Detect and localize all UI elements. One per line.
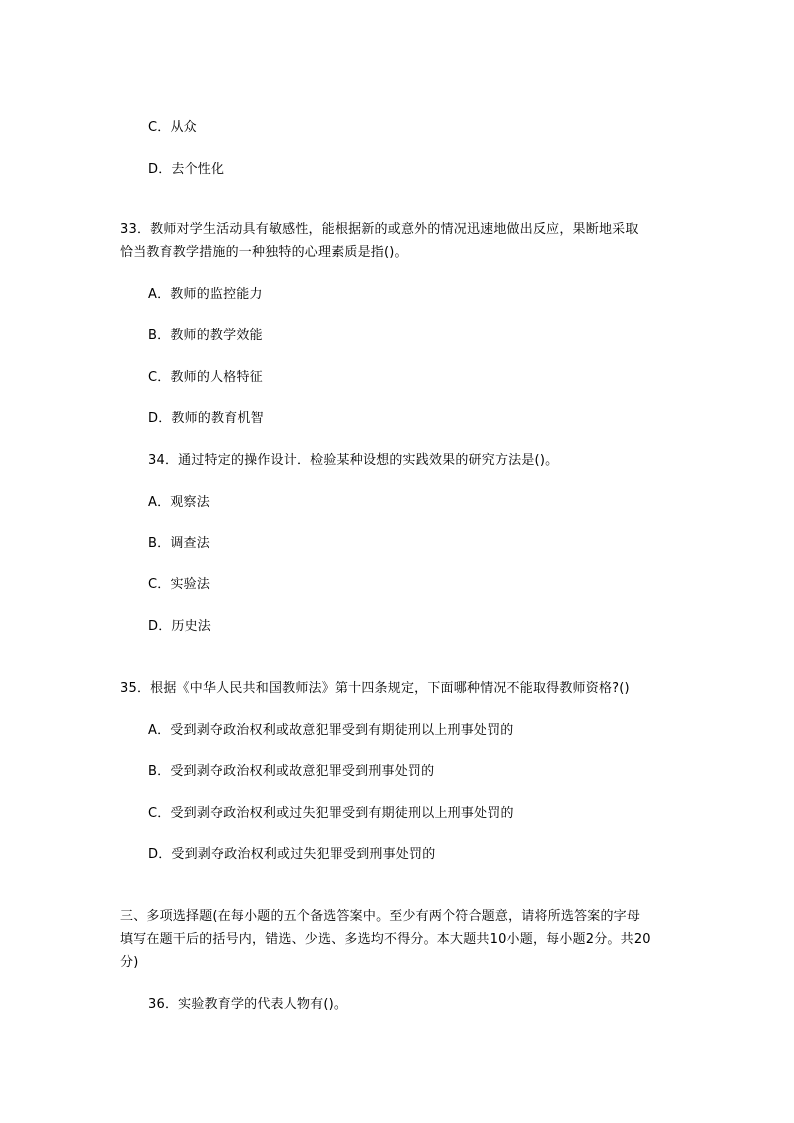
q35-option-b: B．受到剥夺政治权利或故意犯罪受到刑事处罚的	[148, 764, 435, 779]
q34-stem: 34．通过特定的操作设计．检验某种设想的实践效果的研究方法是()。	[148, 453, 559, 468]
q34-option-a: A．观察法	[148, 495, 210, 510]
section3-heading-line3: 分)	[120, 955, 139, 970]
q33-option-c: C．教师的人格特征	[148, 370, 263, 385]
q33-option-b: B．教师的教学效能	[148, 328, 263, 343]
q35-option-a: A．受到剥夺政治权利或故意犯罪受到有期徒刑以上刑事处罚的	[148, 723, 514, 738]
q35-option-c: C．受到剥夺政治权利或过失犯罪受到有期徒刑以上刑事处罚的	[148, 806, 514, 821]
q34-option-c: C．实验法	[148, 577, 211, 592]
q34-option-d: D．历史法	[148, 619, 212, 634]
section3-heading-line2: 填写在题干后的括号内，错选、少选、多选均不得分。本大题共10小题，每小题2分。共20	[120, 932, 651, 947]
q36-stem: 36．实验教育学的代表人物有()。	[148, 997, 348, 1012]
prev-option-d: D．去个性化	[148, 162, 225, 177]
section3-heading-line1: 三、多项选择题(在每小题的五个备选答案中。至少有两个符合题意，请将所选答案的字母	[120, 909, 641, 924]
q33-option-a: A．教师的监控能力	[148, 287, 263, 302]
q33-option-d: D．教师的教育机智	[148, 411, 264, 426]
q34-option-b: B．调查法	[148, 536, 210, 551]
prev-option-c: C．从众	[148, 120, 197, 135]
q33-stem-line1: 33．教师对学生活动具有敏感性，能根据新的或意外的情况迅速地做出反应，果断地采取	[120, 222, 639, 237]
q33-stem-line2: 恰当教育教学措施的一种独特的心理素质是指()。	[120, 245, 408, 260]
q35-stem: 35．根据《中华人民共和国教师法》第十四条规定，下面哪种情况不能取得教师资格?()	[120, 681, 630, 696]
q35-option-d: D．受到剥夺政治权利或过失犯罪受到刑事处罚的	[148, 847, 436, 862]
